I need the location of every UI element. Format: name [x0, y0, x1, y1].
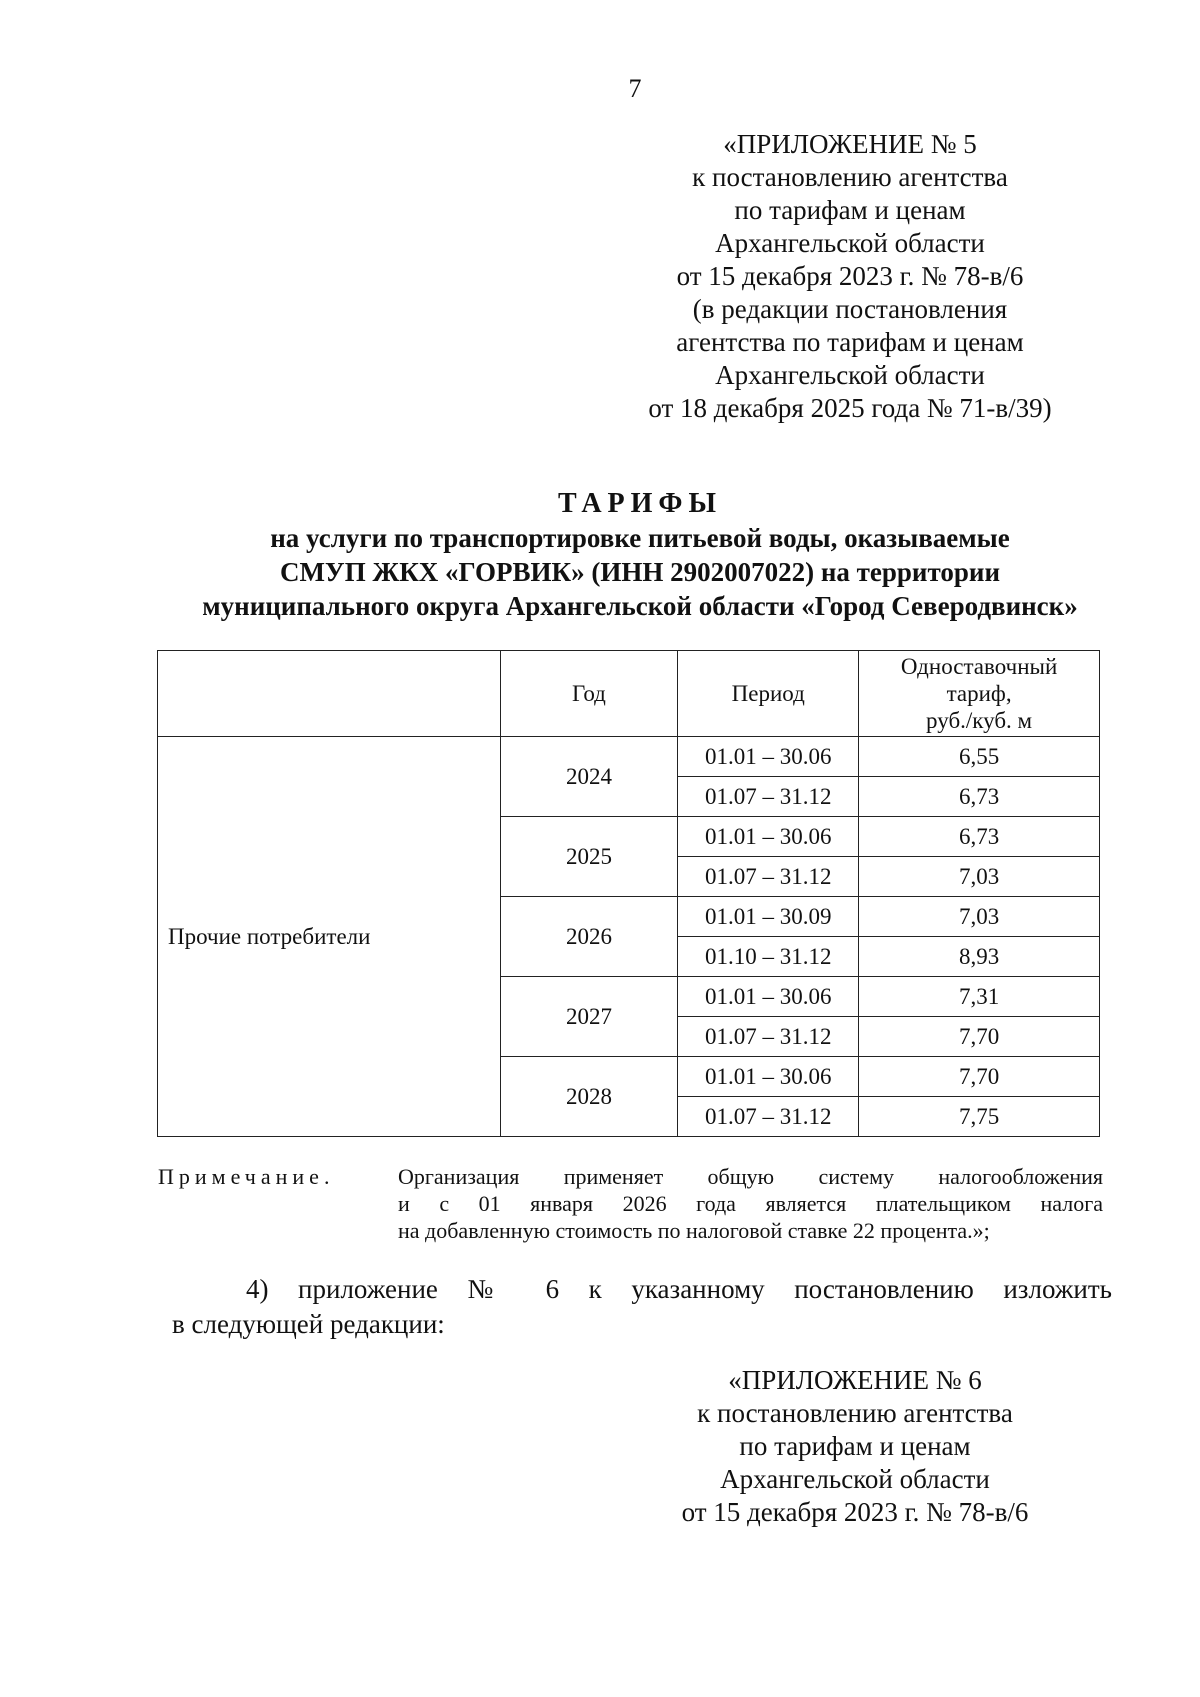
page-number: 7 [628, 74, 642, 103]
appendix-5-line: Архангельской области [715, 360, 985, 390]
instruction-line: в следующей редакции: [172, 1309, 445, 1339]
tariffs-heading: ТАРИФЫ [558, 488, 722, 519]
period-cell: 01.01 – 30.06 [678, 1057, 859, 1097]
year-cell: 2024 [500, 737, 678, 817]
table-row [158, 737, 1100, 777]
consumer-cell: Прочие потребители [158, 737, 501, 1137]
appendix-5-header [590, 128, 1110, 425]
instruction-line: 4) приложение № 6 к указанному постановлению изложить [246, 1274, 1112, 1304]
note-line: и с 01 января 2026 года является плательщиком налога [398, 1191, 1103, 1216]
header-year: Год [500, 651, 678, 737]
appendix-6-line: от 15 декабря 2023 г. № 78-в/6 [681, 1497, 1029, 1527]
appendix-5-line: «ПРИЛОЖЕНИЕ № 5 [723, 129, 977, 159]
tariff-cell: 6,55 [859, 737, 1100, 777]
note-text [398, 1163, 1103, 1244]
table-header-row [158, 651, 1100, 737]
header-consumer [158, 651, 501, 737]
year-cell: 2025 [500, 817, 678, 897]
period-cell: 01.01 – 30.06 [678, 737, 859, 777]
tariff-cell: 8,93 [859, 937, 1100, 977]
period-cell: 01.07 – 31.12 [678, 857, 859, 897]
year-cell: 2027 [500, 977, 678, 1057]
note-line: на добавленную стоимость по налоговой ставке 22 процента.»; [398, 1218, 990, 1243]
appendix-5-line: от 15 декабря 2023 г. № 78-в/6 [676, 261, 1024, 291]
instruction-paragraph [172, 1272, 1112, 1342]
appendix-5-line: Архангельской области [715, 228, 985, 258]
appendix-6-line: «ПРИЛОЖЕНИЕ № 6 [728, 1365, 982, 1395]
period-cell: 01.01 – 30.09 [678, 897, 859, 937]
tariff-cell: 7,70 [859, 1057, 1100, 1097]
year-cell: 2028 [500, 1057, 678, 1137]
header-tariff-line: тариф, [946, 681, 1012, 706]
tariff-cell: 6,73 [859, 817, 1100, 857]
tariff-cell: 7,03 [859, 857, 1100, 897]
tariffs-subtitle-line: муниципального округа Архангельской области «Город Северодвинск» [202, 591, 1078, 621]
header-tariff-line: Одноставочный [900, 654, 1058, 679]
note-label: Примечание. [158, 1164, 335, 1189]
tariff-cell: 7,75 [859, 1097, 1100, 1137]
period-cell: 01.01 – 30.06 [678, 817, 859, 857]
tariff-cell: 7,03 [859, 897, 1100, 937]
tariff-cell: 7,70 [859, 1017, 1100, 1057]
appendix-6-line: к постановлению агентства [697, 1398, 1013, 1428]
appendix-5-line: от 18 декабря 2025 года № 71-в/39) [648, 393, 1052, 423]
appendix-6-line: по тарифам и ценам [739, 1431, 971, 1461]
tariffs-subtitle-line: на услуги по транспортировке питьевой воды, оказываемые [270, 523, 1010, 553]
period-cell: 01.07 – 31.12 [678, 777, 859, 817]
period-cell: 01.07 – 31.12 [678, 1097, 859, 1137]
tariffs-table [157, 650, 1100, 1137]
period-cell: 01.01 – 30.06 [678, 977, 859, 1017]
header-tariff-line: руб./куб. м [926, 708, 1033, 733]
year-cell: 2026 [500, 897, 678, 977]
tariff-cell: 7,31 [859, 977, 1100, 1017]
header-tariff [859, 651, 1100, 737]
tariff-cell: 6,73 [859, 777, 1100, 817]
appendix-6-header [590, 1364, 1120, 1529]
period-cell: 01.07 – 31.12 [678, 1017, 859, 1057]
period-cell: 01.10 – 31.12 [678, 937, 859, 977]
tariffs-subtitle-line: СМУП ЖКХ «ГОРВИК» (ИНН 2902007022) на территории [279, 557, 1001, 587]
header-period: Период [678, 651, 859, 737]
appendix-5-line: к постановлению агентства [692, 162, 1008, 192]
appendix-6-line: Архангельской области [720, 1464, 990, 1494]
appendix-5-line: агентства по тарифам и ценам [676, 327, 1024, 357]
appendix-5-line: по тарифам и ценам [734, 195, 966, 225]
appendix-5-line: (в редакции постановления [692, 294, 1008, 324]
tariffs-title-block [150, 487, 1130, 623]
note-line: Организация применяет общую систему налогообложения [398, 1164, 1103, 1189]
